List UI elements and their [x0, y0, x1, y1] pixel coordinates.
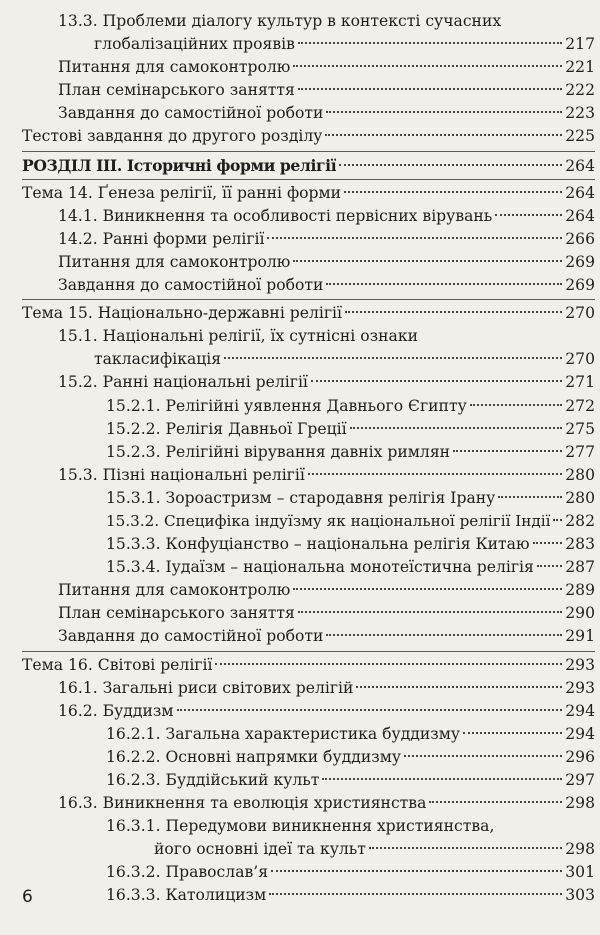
toc-dot-leader: [537, 565, 562, 567]
section-divider: [22, 179, 595, 180]
toc-page-number: 289: [565, 581, 595, 600]
toc-page-number: 271: [565, 373, 595, 392]
toc-entry-title: 16.3.1. Передумови виникнення християнства,: [106, 817, 495, 836]
toc-entry-title: 16.2. Буддизм: [58, 701, 174, 720]
toc-entry-title: Тема 15. Національно-державні релігії: [22, 304, 343, 323]
toc-entry-title: його основні ідеї та культ: [154, 840, 366, 859]
toc-dot-leader: [293, 65, 562, 67]
section-divider: [22, 299, 595, 300]
toc-entry-title: 16.3.3. Католицизм: [106, 886, 267, 905]
toc-entry-title: 15.2. Ранні національні релігії: [58, 373, 308, 392]
toc-dot-leader: [298, 611, 562, 613]
toc-page-number: 293: [565, 678, 595, 697]
table-of-contents: [22, 10, 595, 908]
toc-page-number: 264: [565, 183, 595, 202]
toc-dot-leader: [298, 88, 562, 90]
toc-dot-leader: [345, 311, 562, 313]
toc-page-number: 275: [565, 419, 595, 438]
toc-entry-title: Завдання до самостійної роботи: [58, 276, 324, 295]
toc-dot-leader: [298, 42, 562, 44]
toc-entry[interactable]: [22, 815, 595, 838]
toc-page-number: 280: [565, 465, 595, 484]
toc-page-number: 291: [565, 627, 595, 646]
toc-entry[interactable]: [22, 395, 595, 418]
toc-dot-leader: [404, 755, 562, 757]
toc-entry[interactable]: [22, 579, 595, 602]
toc-dot-leader: [463, 732, 562, 734]
toc-entry-title: 16.3. Виникнення та еволюція християнства: [58, 794, 427, 813]
toc-entry[interactable]: [22, 746, 595, 769]
toc-entry-title: Тестові завдання до другого розділу: [22, 127, 323, 146]
toc-page-number: 221: [565, 58, 595, 77]
toc-entry[interactable]: [22, 700, 595, 723]
toc-page-number: 272: [565, 396, 595, 415]
toc-entry-title: 16.2.3. Буддійський культ: [106, 771, 320, 789]
toc-entry-continuation[interactable]: [22, 33, 595, 56]
toc-dot-leader: [533, 542, 563, 544]
toc-entry-title: 15.3.4. Іудаїзм – національна монотеїстична релігія: [106, 558, 534, 577]
toc-entry-title: 16.1. Загальні риси світових релігій: [58, 678, 354, 697]
toc-page-number: 270: [565, 304, 595, 323]
toc-dot-leader: [356, 686, 562, 688]
toc-entry-title: Завдання до самостійної роботи: [58, 627, 324, 646]
toc-page-number: 298: [565, 794, 595, 813]
toc-page-number: 303: [565, 886, 595, 905]
toc-page-number: 269: [565, 276, 595, 295]
toc-entry-title: 15.2.2. Релігія Давньої Греції: [106, 419, 347, 438]
toc-entry[interactable]: [22, 625, 595, 648]
toc-entry[interactable]: [22, 654, 595, 677]
toc-entry[interactable]: [22, 302, 595, 325]
toc-dot-leader: [369, 847, 562, 849]
toc-page-number: 293: [565, 655, 595, 674]
toc-entry-continuation[interactable]: [22, 348, 595, 371]
toc-section-heading[interactable]: [22, 154, 595, 177]
toc-entry[interactable]: [22, 677, 595, 700]
toc-entry[interactable]: [22, 228, 595, 251]
section-divider: [22, 651, 595, 652]
toc-page-number: 222: [565, 81, 595, 100]
toc-page-number: 225: [565, 127, 595, 146]
toc-dot-leader: [308, 473, 562, 475]
toc-entry[interactable]: [22, 723, 595, 746]
toc-entry[interactable]: [22, 56, 595, 79]
toc-dot-leader: [495, 214, 562, 216]
toc-entry[interactable]: [22, 125, 595, 148]
toc-dot-leader: [293, 260, 562, 262]
toc-entry[interactable]: [22, 182, 595, 205]
toc-page-number: 301: [565, 863, 595, 882]
toc-entry[interactable]: [22, 205, 595, 228]
toc-dot-leader: [326, 634, 562, 636]
toc-entry-title: 13.3. Проблеми діалогу культур в контексті сучасних: [58, 12, 502, 30]
toc-entry[interactable]: [22, 464, 595, 487]
toc-entry[interactable]: [22, 769, 595, 792]
toc-dot-leader: [322, 778, 562, 780]
toc-entry[interactable]: [22, 510, 595, 533]
toc-page-number: 294: [565, 701, 595, 720]
toc-entry-title: 15.3.2. Специфіка індуїзму як національної релігії Індії: [106, 511, 551, 530]
toc-dot-leader: [269, 893, 562, 895]
toc-entry[interactable]: [22, 884, 595, 907]
toc-page-number: 287: [565, 558, 595, 577]
toc-page-number: 266: [565, 229, 595, 248]
toc-page-number: 280: [565, 488, 595, 507]
toc-entry-title: 15.3.3. Конфуціанство – національна релігія Китаю: [106, 535, 530, 554]
toc-dot-leader: [293, 588, 562, 590]
toc-dot-leader: [177, 709, 563, 711]
toc-page-number: 264: [565, 206, 595, 225]
toc-entry[interactable]: [22, 487, 595, 510]
toc-entry-title: Питання для самоконтролю: [58, 252, 291, 271]
toc-page-number: 264: [565, 156, 595, 175]
toc-page-number: 298: [565, 840, 595, 859]
section-divider: [22, 151, 595, 152]
page-number: 6: [22, 887, 33, 907]
toc-dot-leader: [326, 283, 562, 285]
toc-entry-title: РОЗДІЛ ІІІ. Історичні форми релігії: [22, 155, 337, 175]
toc-page-number: 290: [565, 604, 595, 623]
toc-dot-leader: [429, 801, 562, 803]
toc-entry-title: 15.2.3. Релігійні вірування давніх римлян: [106, 442, 451, 461]
toc-dot-leader: [326, 111, 562, 113]
toc-page-number: 270: [565, 350, 595, 369]
toc-entry[interactable]: [22, 251, 595, 274]
toc-dot-leader: [267, 237, 562, 239]
toc-dot-leader: [271, 870, 562, 872]
toc-dot-leader: [350, 427, 563, 429]
toc-dot-leader: [344, 191, 562, 193]
toc-entry-title: 15.3.1. Зороастризм – стародавня релігія Ірану: [106, 488, 496, 507]
toc-entry-title: 16.2.2. Основні напрямки буддизму: [106, 747, 402, 766]
toc-entry[interactable]: [22, 10, 595, 33]
toc-dot-leader: [215, 663, 562, 665]
toc-entry-title: 15.1. Національні релігії, їх сутнісні ознаки: [58, 327, 418, 346]
toc-dot-leader: [339, 164, 562, 166]
toc-dot-leader: [470, 404, 562, 406]
toc-entry-title: 16.3.2. Православ’я: [106, 863, 269, 882]
toc-page-number: 223: [565, 104, 595, 123]
toc-entry-title: 14.1. Виникнення та особливості первісних вірувань: [58, 206, 493, 225]
toc-entry-title: План семінарського заняття: [58, 604, 295, 623]
toc-page-number: 283: [565, 535, 595, 554]
toc-dot-leader: [224, 357, 562, 359]
toc-entry[interactable]: [22, 418, 595, 441]
toc-entry[interactable]: [22, 602, 595, 625]
toc-entry[interactable]: [22, 533, 595, 556]
toc-entry[interactable]: [22, 556, 595, 579]
toc-entry[interactable]: [22, 861, 595, 884]
toc-entry[interactable]: [22, 325, 595, 348]
toc-entry-title: 15.2.1. Релігійні уявлення Давнього Єгипту: [106, 396, 467, 415]
toc-page-number: 296: [565, 747, 595, 766]
toc-entry[interactable]: [22, 371, 595, 394]
toc-entry-title: 15.3. Пізні національні релігії: [58, 465, 305, 484]
toc-entry[interactable]: [22, 274, 595, 297]
toc-entry-title: Питання для самоконтролю: [58, 581, 291, 600]
toc-page-number: 217: [565, 35, 595, 54]
toc-entry[interactable]: [22, 79, 595, 102]
toc-entry-title: Тема 14. Ґенеза релігії, її ранні форми: [22, 183, 342, 202]
toc-entry-title: План семінарського заняття: [58, 81, 295, 100]
toc-dot-leader: [325, 134, 562, 136]
toc-entry-title: Питання для самоконтролю: [58, 58, 291, 77]
toc-page-number: 297: [565, 771, 595, 789]
toc-dot-leader: [553, 519, 562, 521]
toc-dot-leader: [498, 496, 562, 498]
toc-dot-leader: [453, 450, 562, 452]
toc-entry[interactable]: [22, 792, 595, 815]
toc-entry[interactable]: [22, 441, 595, 464]
toc-entry-title: 14.2. Ранні форми релігії: [58, 229, 265, 248]
toc-page-number: 294: [565, 724, 595, 743]
toc-entry-continuation[interactable]: [22, 838, 595, 861]
toc-entry[interactable]: [22, 102, 595, 125]
toc-dot-leader: [311, 380, 562, 382]
toc-page-number: 277: [565, 442, 595, 461]
toc-page-number: 282: [565, 511, 595, 530]
toc-entry-title: Завдання до самостійної роботи: [58, 104, 324, 123]
toc-entry-title: 16.2.1. Загальна характеристика буддизму: [106, 724, 461, 743]
toc-entry-title: глобалізаційних проявів: [94, 35, 295, 54]
toc-entry-title: такласифікація: [94, 350, 222, 369]
toc-page-number: 269: [565, 252, 595, 271]
toc-entry-title: Тема 16. Світові релігії: [22, 655, 213, 674]
